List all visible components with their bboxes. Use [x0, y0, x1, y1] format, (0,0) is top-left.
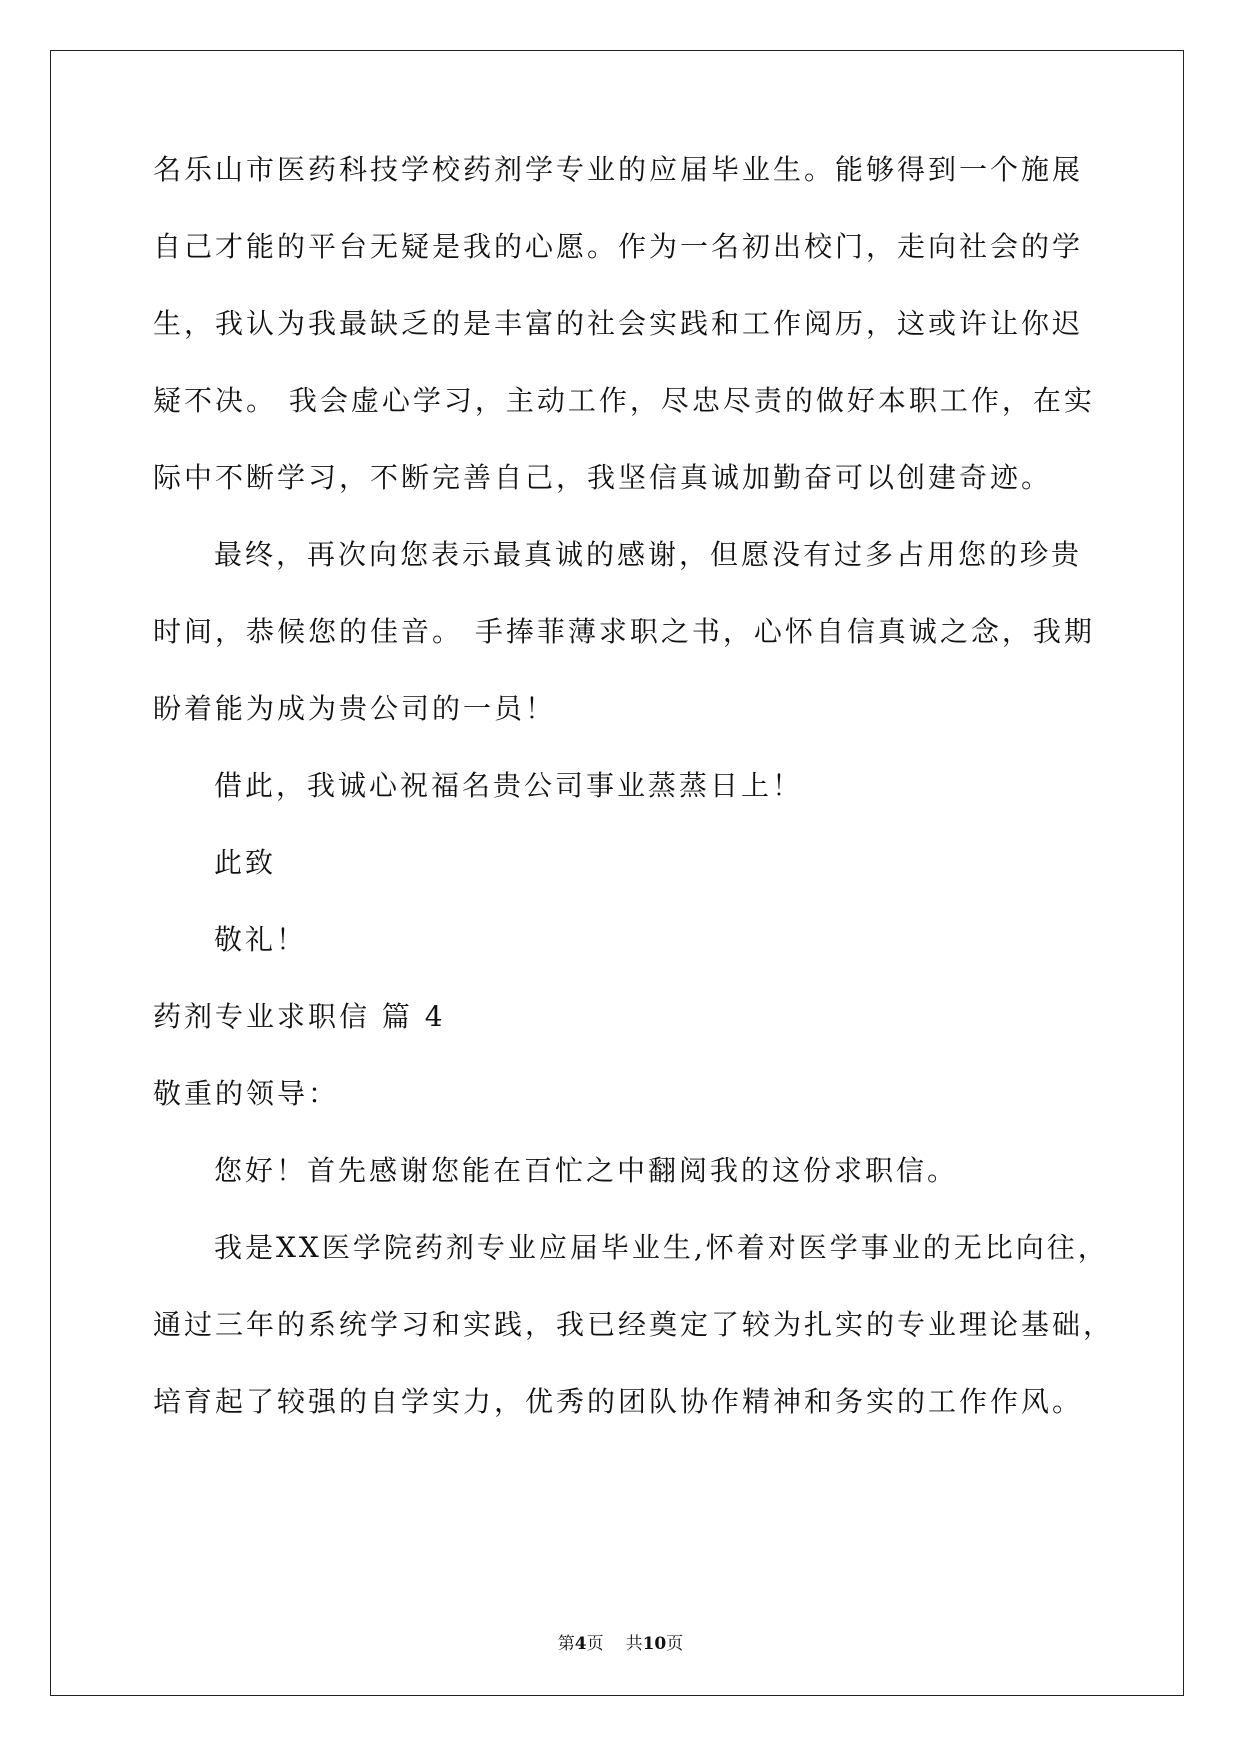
text-line: 通过三年的系统学习和实践，我已经奠定了较为扎实的专业理论基础， [153, 1308, 1115, 1341]
page-total: 10 [642, 1634, 667, 1654]
text-line: 盼着能为成为贵公司的一员！ [153, 692, 557, 725]
section-heading: 药剂专业求职信 篇 4 [153, 1000, 446, 1033]
text-line: 自己才能的平台无疑是我的心愿。作为一名初出校门，走向社会的学 [153, 230, 1084, 263]
text-line: 疑不决。 我会虚心学习，主动工作，尽忠尽责的做好本职工作，在实 [153, 384, 1095, 417]
paragraph-start: 最终，再次向您表示最真诚的感谢，但愿没有过多占用您的珍贵 [214, 538, 1083, 571]
page-number: 4 [574, 1634, 587, 1654]
paragraph-start: 借此，我诚心祝福名贵公司事业蒸蒸日上！ [214, 769, 804, 802]
salutation: 敬重的领导： [153, 1077, 340, 1110]
total-unit: 页 [666, 1634, 684, 1654]
closing-line: 此致 [214, 846, 277, 879]
text-line: 培育起了较强的自学实力，优秀的团队协作精神和务实的工作作风。 [153, 1385, 1084, 1418]
paragraph-start: 您好！首先感谢您能在百忙之中翻阅我的这份求职信。 [214, 1154, 959, 1187]
page-footer [0, 1632, 1241, 1656]
closing-salute: 敬礼！ [214, 923, 308, 956]
text-line: 时间，恭候您的佳音。 手捧菲薄求职之书，心怀自信真诚之念，我期 [153, 615, 1095, 648]
total-prefix: 共 [625, 1634, 643, 1654]
page-unit: 页 [586, 1634, 604, 1654]
paragraph-start: 我是XX医学院药剂专业应届毕业生,怀着对医学事业的无比向往， [214, 1231, 1109, 1264]
text-line: 名乐山市医药科技学校药剂学专业的应届毕业生。能够得到一个施展 [153, 153, 1084, 186]
text-line: 生，我认为我最缺乏的是丰富的社会实践和工作阅历，这或许让你迟 [153, 307, 1084, 340]
text-line: 际中不断学习，不断完善自己，我坚信真诚加勤奋可以创建奇迹。 [153, 461, 1053, 494]
page-prefix: 第 [557, 1634, 575, 1654]
